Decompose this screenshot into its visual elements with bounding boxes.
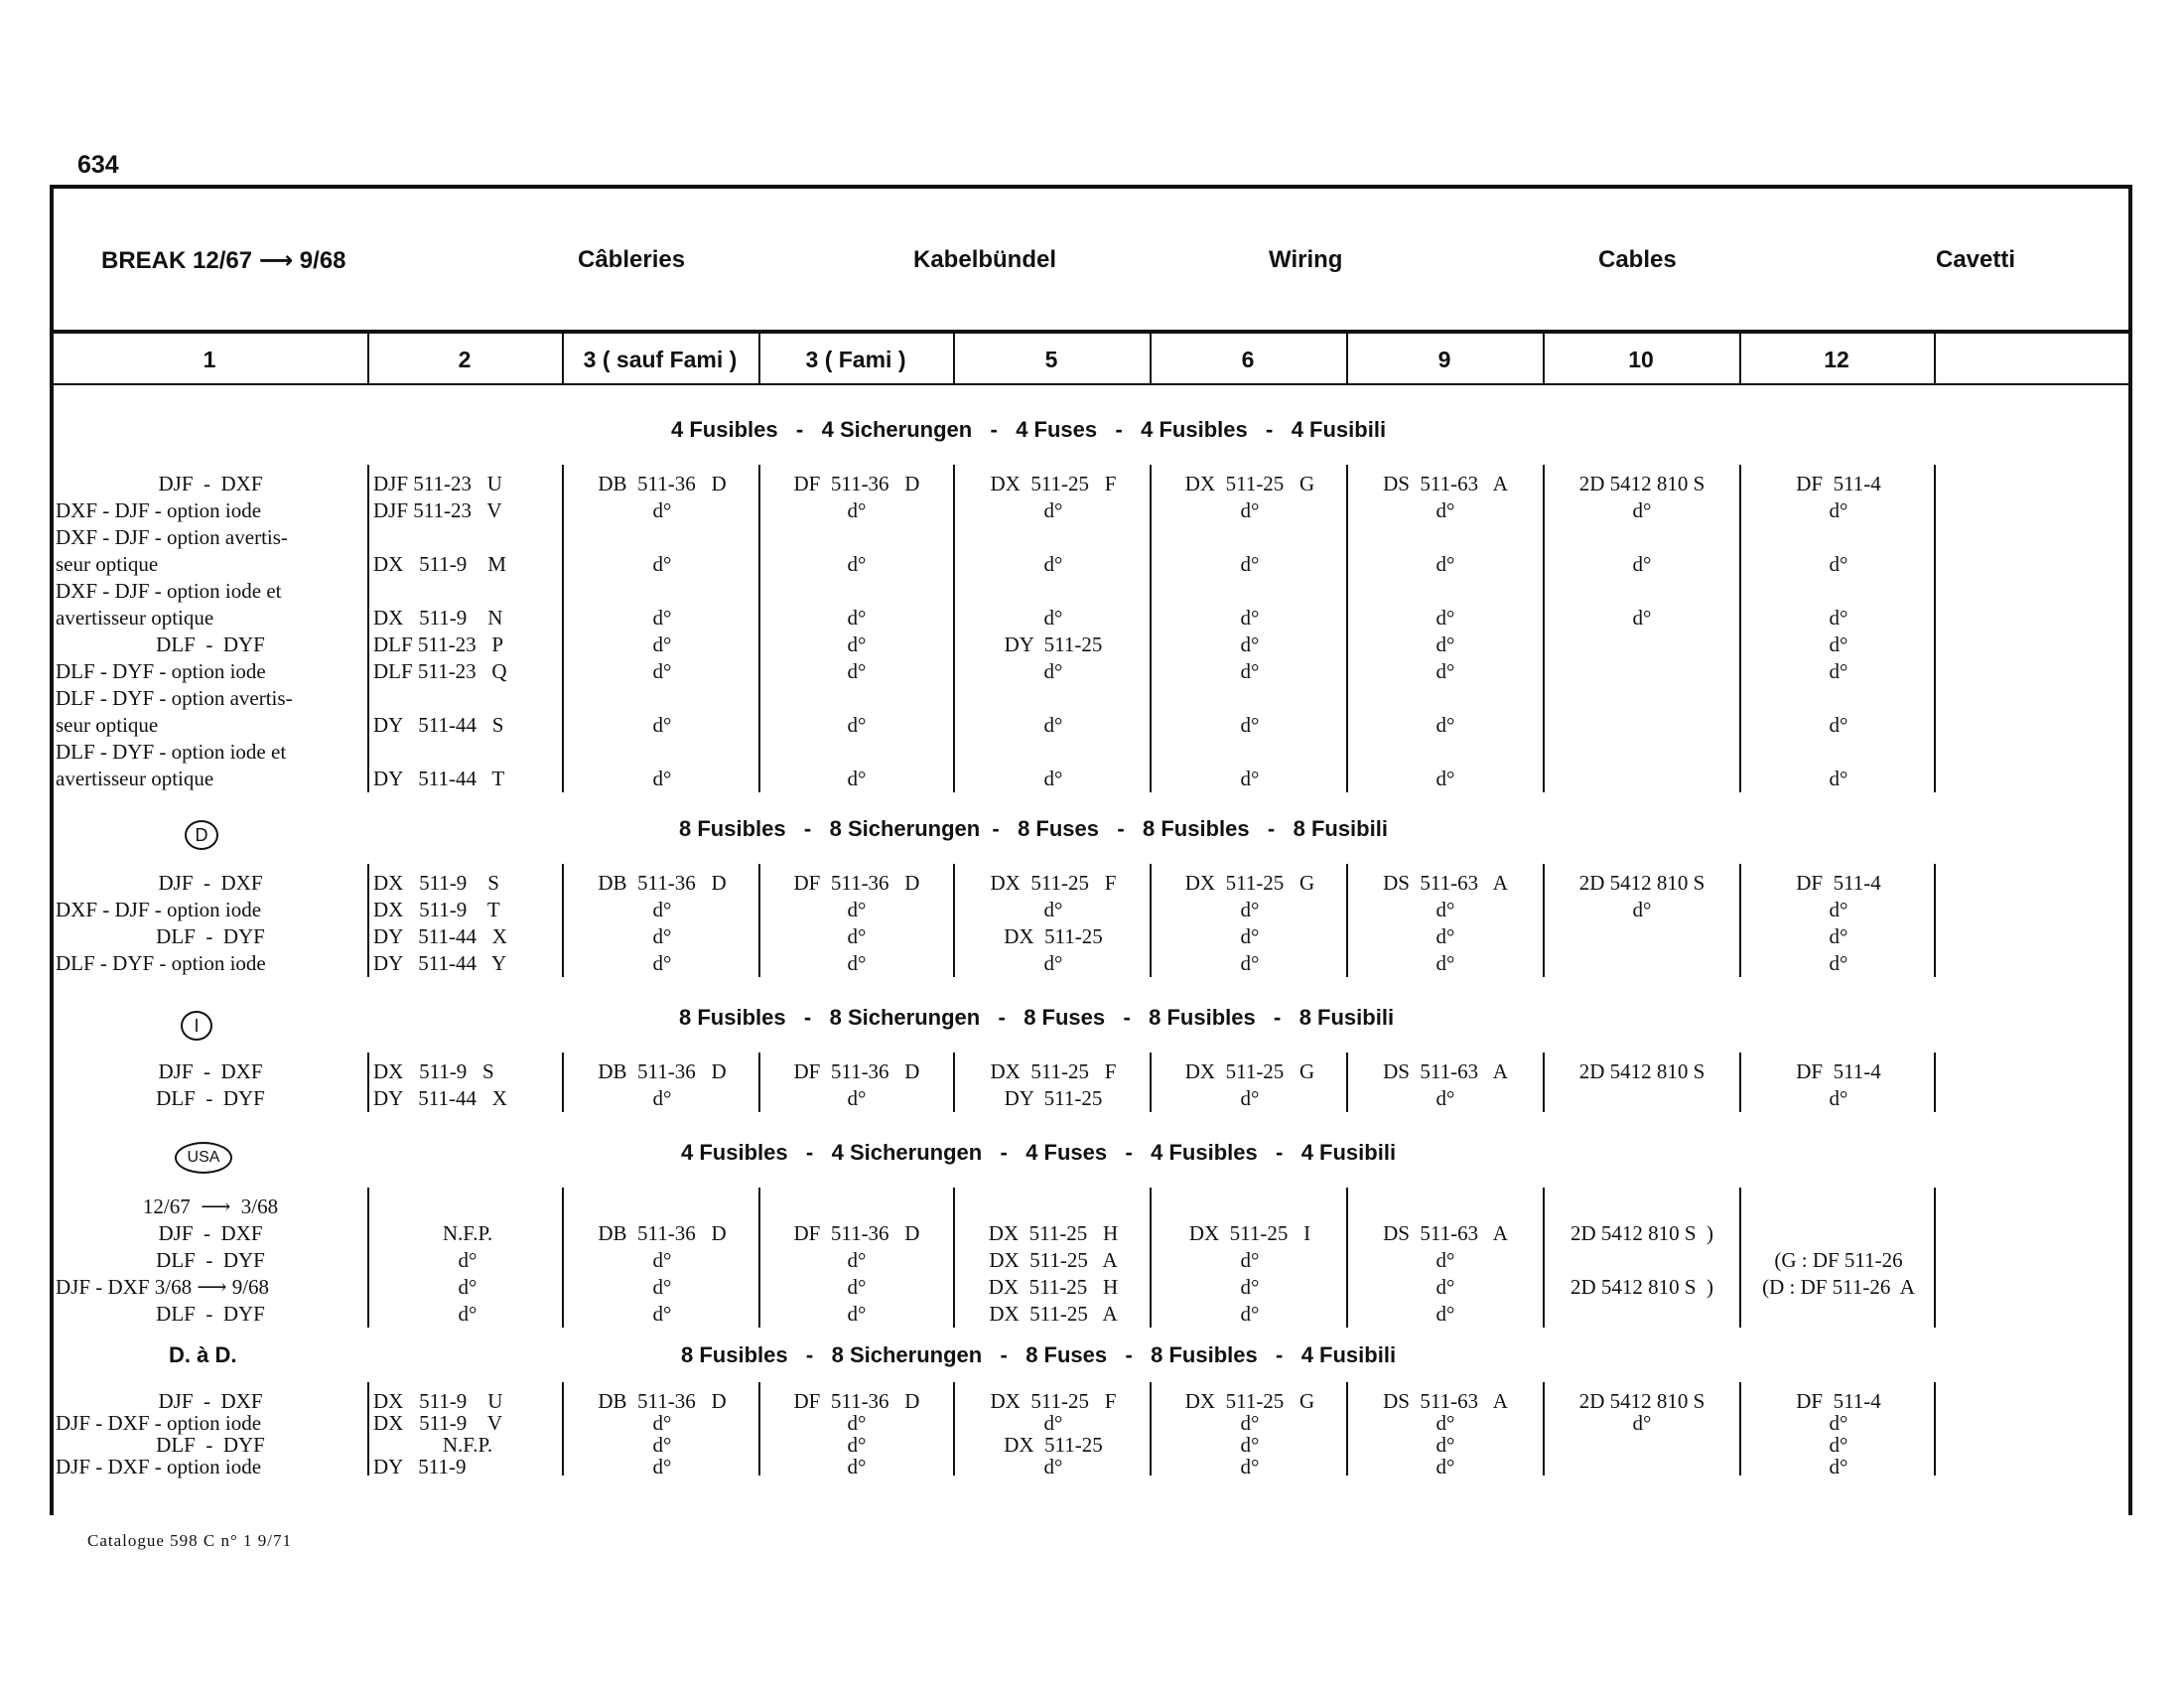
- table-cell: d°: [1240, 552, 1260, 576]
- col-sep: [1934, 864, 1936, 977]
- row-model-label: DJF - DXF: [158, 1059, 263, 1083]
- col-sep: [367, 1053, 369, 1112]
- table-cell: d°: [1240, 898, 1260, 921]
- table-cell: 2D 5412 810 S: [1578, 472, 1706, 495]
- col-sep: [758, 864, 760, 977]
- table-cell: d°: [847, 924, 867, 948]
- table-cell: DY 511-9: [373, 1455, 467, 1478]
- table-cell: d°: [1829, 552, 1848, 576]
- table-cell: DX 511-25 A: [989, 1302, 1118, 1326]
- table-cell: d°: [1632, 898, 1652, 921]
- col-sep: [1934, 1053, 1936, 1112]
- table-cell: d°: [1043, 898, 1063, 921]
- table-cell: d°: [1435, 1433, 1455, 1457]
- table-cell: 2D 5412 810 S: [1578, 871, 1706, 895]
- table-cell: d°: [1435, 633, 1455, 656]
- table-cell: DX 511-9 T: [373, 898, 500, 921]
- table-cell: d°: [1829, 1411, 1848, 1435]
- col-sep: [1739, 334, 1741, 383]
- row-model-label: DJF - DXF - option iode: [56, 1411, 262, 1435]
- table-cell: d°: [1435, 552, 1455, 576]
- table-cell: d°: [847, 713, 867, 737]
- col-sep: [953, 1188, 955, 1328]
- row-model-label: DJF - DXF: [158, 1389, 263, 1413]
- table-cell: d°: [1829, 713, 1848, 737]
- col-sep: [1150, 1053, 1152, 1112]
- table-cell: 2D 5412 810 S ): [1570, 1221, 1714, 1245]
- col-sep: [367, 1382, 369, 1476]
- col-sep: [1150, 1382, 1152, 1476]
- table-cell: DF 511-36 D: [793, 1389, 920, 1413]
- table-cell: d°: [1435, 1275, 1455, 1299]
- section-heading-usa: 4 Fusibles - 4 Sicherungen - 4 Fuses - 4 Fusibles - 4 Fusibili: [681, 1140, 1397, 1165]
- col-sep: [953, 465, 955, 792]
- table-cell: d°: [1829, 951, 1848, 975]
- table-cell: DF 511-36 D: [793, 871, 920, 895]
- col-sep: [758, 1188, 760, 1328]
- row-model-label: DLF - DYF: [156, 1302, 265, 1326]
- col-header-2: 2: [458, 347, 472, 372]
- table-cell: d°: [1435, 924, 1455, 948]
- col-sep: [1934, 334, 1936, 383]
- row-model-label: DLF - DYF - option iode: [56, 951, 266, 975]
- table-cell: DLF 511-23 Q: [373, 659, 507, 683]
- table-cell: d°: [1240, 924, 1260, 948]
- col-header-9: 9: [1437, 347, 1451, 372]
- table-cell: DY 511-44 X: [373, 924, 507, 948]
- table-cell: d°: [847, 1455, 867, 1478]
- country-badge-usa: USA: [175, 1142, 232, 1174]
- title-es: Cables: [1598, 246, 1677, 273]
- table-cell: DX 511-25 F: [990, 1059, 1117, 1083]
- table-cell: d°: [1240, 1302, 1260, 1326]
- table-cell: DS 511-63 A: [1383, 1389, 1508, 1413]
- col-header-3-fami: 3 ( Fami ): [805, 347, 906, 372]
- row-model-label: DJF - DXF: [158, 1221, 263, 1245]
- table-cell: d°: [1829, 1455, 1848, 1478]
- col-sep: [1150, 334, 1152, 383]
- table-cell: d°: [847, 1411, 867, 1435]
- col-sep: [367, 465, 369, 792]
- row-model-label: seur optique: [56, 552, 159, 576]
- table-cell: d°: [1435, 1086, 1455, 1110]
- table-cell: d°: [1043, 659, 1063, 683]
- table-cell: d°: [652, 1275, 672, 1299]
- table-cell: d°: [1240, 1275, 1260, 1299]
- section-heading-d: 8 Fusibles - 8 Sicherungen - 8 Fuses - 8 Fusibles - 8 Fusibili: [679, 816, 1388, 841]
- page-number: 634: [77, 151, 119, 179]
- table-cell: DX 511-9 V: [373, 1411, 503, 1435]
- table-cell: d°: [1240, 633, 1260, 656]
- col-sep: [1543, 334, 1545, 383]
- table-cell: 2D 5412 810 S ): [1570, 1275, 1714, 1299]
- col-sep: [1150, 864, 1152, 977]
- row-model-label: DXF - DJF - option iode: [56, 498, 262, 522]
- table-cell: d°: [1632, 552, 1652, 576]
- table-cell: DX 511-25 G: [1184, 1059, 1315, 1083]
- table-cell: DX 511-9 N: [373, 606, 503, 630]
- section-heading-dad: 8 Fusibles - 8 Sicherungen - 8 Fuses - 8 Fusibles - 4 Fusibili: [681, 1342, 1397, 1367]
- table-cell: d°: [1240, 606, 1260, 630]
- section-heading-4-fuses: 4 Fusibles - 4 Sicherungen - 4 Fuses - 4 Fusibles - 4 Fusibili: [671, 417, 1387, 442]
- table-cell: d°: [1043, 767, 1063, 790]
- table-cell: d°: [1829, 1086, 1848, 1110]
- col-sep: [562, 1053, 564, 1112]
- table-cell: d°: [847, 767, 867, 790]
- table-cell: DF 511-4: [1796, 1059, 1881, 1083]
- col-sep: [1346, 334, 1348, 383]
- table-cell: DS 511-63 A: [1383, 472, 1508, 495]
- col-sep: [1934, 1188, 1936, 1328]
- table-cell: N.F.P.: [442, 1433, 493, 1457]
- title-en: Wiring: [1269, 246, 1343, 273]
- table-cell: d°: [1043, 1455, 1063, 1478]
- table-cell: d°: [652, 552, 672, 576]
- table-cell: DY 511-25: [1004, 1086, 1103, 1110]
- table-cell: DX 511-25 A: [989, 1248, 1118, 1272]
- table-cell: d°: [1240, 1086, 1260, 1110]
- catalogue-footer: Catalogue 598 C n° 1 9/71: [87, 1531, 293, 1550]
- col-header-12: 12: [1824, 347, 1849, 372]
- table-cell: d°: [1240, 1455, 1260, 1478]
- table-cell: d°: [652, 498, 672, 522]
- table-cell: DJF 511-23 U: [373, 472, 502, 495]
- row-model-label: DXF - DJF - option iode: [56, 898, 262, 921]
- table-cell: DF 511-36 D: [793, 1059, 920, 1083]
- table-cell: d°: [652, 659, 672, 683]
- table-cell: d°: [1240, 713, 1260, 737]
- table-cell: DB 511-36 D: [598, 1389, 727, 1413]
- table-cell: d°: [1043, 498, 1063, 522]
- col-sep: [953, 1053, 955, 1112]
- table-cell: d°: [847, 1248, 867, 1272]
- table-cell: d°: [1435, 1248, 1455, 1272]
- row-model-label: DXF - DJF - option avertis-: [56, 525, 288, 549]
- table-cell: DX 511-25 G: [1184, 871, 1315, 895]
- table-cell: DX 511-25 I: [1188, 1221, 1311, 1245]
- table-cell: DB 511-36 D: [598, 871, 727, 895]
- table-cell: d°: [1043, 713, 1063, 737]
- table-cell: DF 511-4: [1796, 472, 1881, 495]
- table-cell: DX 511-9 M: [373, 552, 506, 576]
- row-model-label: DLF - DYF: [156, 633, 265, 656]
- table-cell: 2D 5412 810 S: [1578, 1389, 1706, 1413]
- table-cell: d°: [1829, 659, 1848, 683]
- table-cell: DX 511-25: [1004, 924, 1103, 948]
- header-divider: [50, 330, 2132, 334]
- table-cell: d°: [1829, 767, 1848, 790]
- table-cell: d°: [1240, 1248, 1260, 1272]
- table-cell: d°: [652, 1433, 672, 1457]
- table-cell: DF 511-36 D: [793, 1221, 920, 1245]
- table-cell: DS 511-63 A: [1383, 871, 1508, 895]
- table-cell: d°: [652, 606, 672, 630]
- table-cell: d°: [847, 951, 867, 975]
- row-model-label: DJF - DXF 3/68 ⟶ 9/68: [56, 1275, 270, 1299]
- table-cell: DF 511-36 D: [793, 472, 920, 495]
- col-sep: [1346, 1382, 1348, 1476]
- table-cell: d°: [1632, 498, 1652, 522]
- table-cell: d°: [847, 633, 867, 656]
- col-sep: [758, 1382, 760, 1476]
- table-cell: DX 511-9 S: [373, 1059, 494, 1083]
- col-sep: [1934, 1382, 1936, 1476]
- table-cell: DY 511-44 X: [373, 1086, 507, 1110]
- table-cell: d°: [652, 924, 672, 948]
- col-sep: [953, 864, 955, 977]
- table-cell: DY 511-44 S: [373, 713, 504, 737]
- col-sep: [1934, 465, 1936, 792]
- table-cell: d°: [1435, 498, 1455, 522]
- table-cell: d°: [1240, 767, 1260, 790]
- table-cell: d°: [847, 1275, 867, 1299]
- table-cell: d°: [847, 1433, 867, 1457]
- table-cell: DX 511-25 G: [1184, 472, 1315, 495]
- country-badge-d: D: [185, 820, 218, 850]
- table-cell: d°: [847, 1302, 867, 1326]
- col-sep: [953, 334, 955, 383]
- col-sep: [562, 1382, 564, 1476]
- table-cell: d°: [1632, 606, 1652, 630]
- table-cell: d°: [1829, 898, 1848, 921]
- table-cell: d°: [1632, 1411, 1652, 1435]
- table-cell: d°: [1435, 1455, 1455, 1478]
- table-cell: d°: [847, 498, 867, 522]
- break-title: BREAK 12/67 ⟶ 9/68: [101, 247, 346, 274]
- table-cell: d°: [652, 1248, 672, 1272]
- table-cell: DX 511-25 H: [988, 1221, 1119, 1245]
- table-cell: d°: [652, 767, 672, 790]
- col-sep: [367, 1188, 369, 1328]
- row-model-label: DLF - DYF - option iode et: [56, 740, 287, 764]
- col-sep: [562, 864, 564, 977]
- table-cell: d°: [1829, 606, 1848, 630]
- col-sep: [562, 334, 564, 383]
- table-cell: d°: [1829, 924, 1848, 948]
- table-cell: d°: [1435, 606, 1455, 630]
- section-heading-i: 8 Fusibles - 8 Sicherungen - 8 Fuses - 8 Fusibles - 8 Fusibili: [679, 1005, 1395, 1030]
- table-cell: DF 511-4: [1796, 1389, 1881, 1413]
- title-it: Cavetti: [1936, 246, 2016, 273]
- col-sep: [758, 1053, 760, 1112]
- col-header-5: 5: [1044, 347, 1058, 372]
- row-model-label: seur optique: [56, 713, 159, 737]
- table-cell: N.F.P.: [442, 1221, 493, 1245]
- table-cell: d°: [652, 1302, 672, 1326]
- table-cell: d°: [1240, 951, 1260, 975]
- table-cell: DB 511-36 D: [598, 1221, 727, 1245]
- col-sep: [1739, 864, 1741, 977]
- row-model-label: DXF - DJF - option iode et: [56, 579, 282, 603]
- table-cell: DX 511-25: [1004, 1433, 1103, 1457]
- table-cell: d°: [1435, 1302, 1455, 1326]
- table-cell: DX 511-25 H: [988, 1275, 1119, 1299]
- table-cell: d°: [1043, 606, 1063, 630]
- table-cell: d°: [652, 898, 672, 921]
- col-sep: [1346, 465, 1348, 792]
- table-cell: DB 511-36 D: [598, 1059, 727, 1083]
- table-cell: d°: [652, 633, 672, 656]
- table-cell: d°: [1435, 898, 1455, 921]
- table-cell: 2D 5412 810 S: [1578, 1059, 1706, 1083]
- col-sep: [1543, 864, 1545, 977]
- col-sep: [758, 334, 760, 383]
- table-cell: d°: [1435, 713, 1455, 737]
- table-cell: DLF 511-23 P: [373, 633, 504, 656]
- col-header-1: 1: [203, 347, 216, 372]
- col-sep: [1739, 1053, 1741, 1112]
- table-cell: d°: [1829, 633, 1848, 656]
- table-cell: d°: [1829, 498, 1848, 522]
- row-model-label: DLF - DYF - option iode: [56, 659, 266, 683]
- row-model-label: DLF - DYF: [156, 1433, 265, 1457]
- table-cell: d°: [1435, 767, 1455, 790]
- col-header-10: 10: [1628, 347, 1654, 372]
- col-sep: [1150, 1188, 1152, 1328]
- row-model-label: DLF - DYF: [156, 1248, 265, 1272]
- col-sep: [562, 1188, 564, 1328]
- table-cell: d°: [652, 951, 672, 975]
- table-cell: d°: [1240, 1433, 1260, 1457]
- row-model-label: DLF - DYF - option avertis-: [56, 686, 293, 710]
- table-cell: DB 511-36 D: [598, 472, 727, 495]
- col-sep: [1543, 1382, 1545, 1476]
- row-model-label: DLF - DYF: [156, 924, 265, 948]
- col-sep: [953, 1382, 955, 1476]
- table-cell: DF 511-4: [1796, 871, 1881, 895]
- table-cell: d°: [847, 552, 867, 576]
- table-cell: d°: [652, 713, 672, 737]
- table-cell: d°: [847, 898, 867, 921]
- table-cell: DX 511-25 F: [990, 871, 1117, 895]
- column-header-divider: [50, 383, 2132, 385]
- col-sep: [367, 334, 369, 383]
- table-cell: d°: [1435, 951, 1455, 975]
- table-cell: d°: [458, 1302, 478, 1326]
- table-cell: DX 511-9 U: [373, 1389, 503, 1413]
- row-model-label: avertisseur optique: [56, 767, 214, 790]
- table-cell: d°: [1829, 1433, 1848, 1457]
- table-cell: DJF 511-23 V: [373, 498, 502, 522]
- table-cell: d°: [847, 606, 867, 630]
- col-sep: [758, 465, 760, 792]
- table-cell: d°: [652, 1455, 672, 1478]
- table-cell: DS 511-63 A: [1383, 1221, 1508, 1245]
- table-cell: d°: [1240, 659, 1260, 683]
- col-sep: [1150, 465, 1152, 792]
- row-model-label: 12/67 ⟶ 3/68: [142, 1195, 279, 1218]
- row-model-label: DJF - DXF - option iode: [56, 1455, 262, 1478]
- table-cell: d°: [652, 1411, 672, 1435]
- table-cell: d°: [1240, 1411, 1260, 1435]
- table-cell: DX 511-9 S: [373, 871, 499, 895]
- col-sep: [1739, 465, 1741, 792]
- table-cell: (G : DF 511-26: [1774, 1248, 1903, 1272]
- col-header-3-sauf-fami: 3 ( sauf Fami ): [583, 347, 738, 372]
- table-cell: d°: [1043, 1411, 1063, 1435]
- table-cell: DX 511-25 G: [1184, 1389, 1315, 1413]
- col-sep: [1346, 864, 1348, 977]
- table-cell: d°: [1435, 659, 1455, 683]
- col-sep: [367, 864, 369, 977]
- row-model-label: avertisseur optique: [56, 606, 214, 630]
- col-sep: [1739, 1382, 1741, 1476]
- country-badge-i: I: [181, 1011, 212, 1041]
- table-cell: DY 511-44 T: [373, 767, 505, 790]
- col-sep: [1543, 1053, 1545, 1112]
- table-cell: d°: [1043, 951, 1063, 975]
- table-cell: d°: [1043, 552, 1063, 576]
- col-sep: [1346, 1053, 1348, 1112]
- col-header-6: 6: [1241, 347, 1255, 372]
- table-cell: DX 511-25 F: [990, 1389, 1117, 1413]
- col-sep: [1543, 465, 1545, 792]
- table-cell: d°: [847, 659, 867, 683]
- col-sep: [1543, 1188, 1545, 1328]
- table-cell: (D : DF 511-26 A: [1762, 1275, 1915, 1299]
- table-cell: d°: [847, 1086, 867, 1110]
- table-cell: d°: [1435, 1411, 1455, 1435]
- title-de: Kabelbündel: [913, 246, 1057, 273]
- table-cell: DY 511-25: [1004, 633, 1103, 656]
- table-cell: d°: [458, 1275, 478, 1299]
- table-cell: d°: [1240, 498, 1260, 522]
- table-cell: DX 511-25 F: [990, 472, 1117, 495]
- col-sep: [1739, 1188, 1741, 1328]
- section-label-dad: D. à D.: [169, 1342, 237, 1367]
- col-sep: [562, 465, 564, 792]
- row-model-label: DJF - DXF: [158, 871, 263, 895]
- table-cell: DS 511-63 A: [1383, 1059, 1508, 1083]
- title-fr: Câbleries: [578, 246, 686, 273]
- table-cell: d°: [652, 1086, 672, 1110]
- row-model-label: DLF - DYF: [156, 1086, 265, 1110]
- table-cell: DY 511-44 Y: [373, 951, 507, 975]
- col-sep: [1346, 1188, 1348, 1328]
- row-model-label: DJF - DXF: [158, 472, 263, 495]
- table-cell: d°: [458, 1248, 478, 1272]
